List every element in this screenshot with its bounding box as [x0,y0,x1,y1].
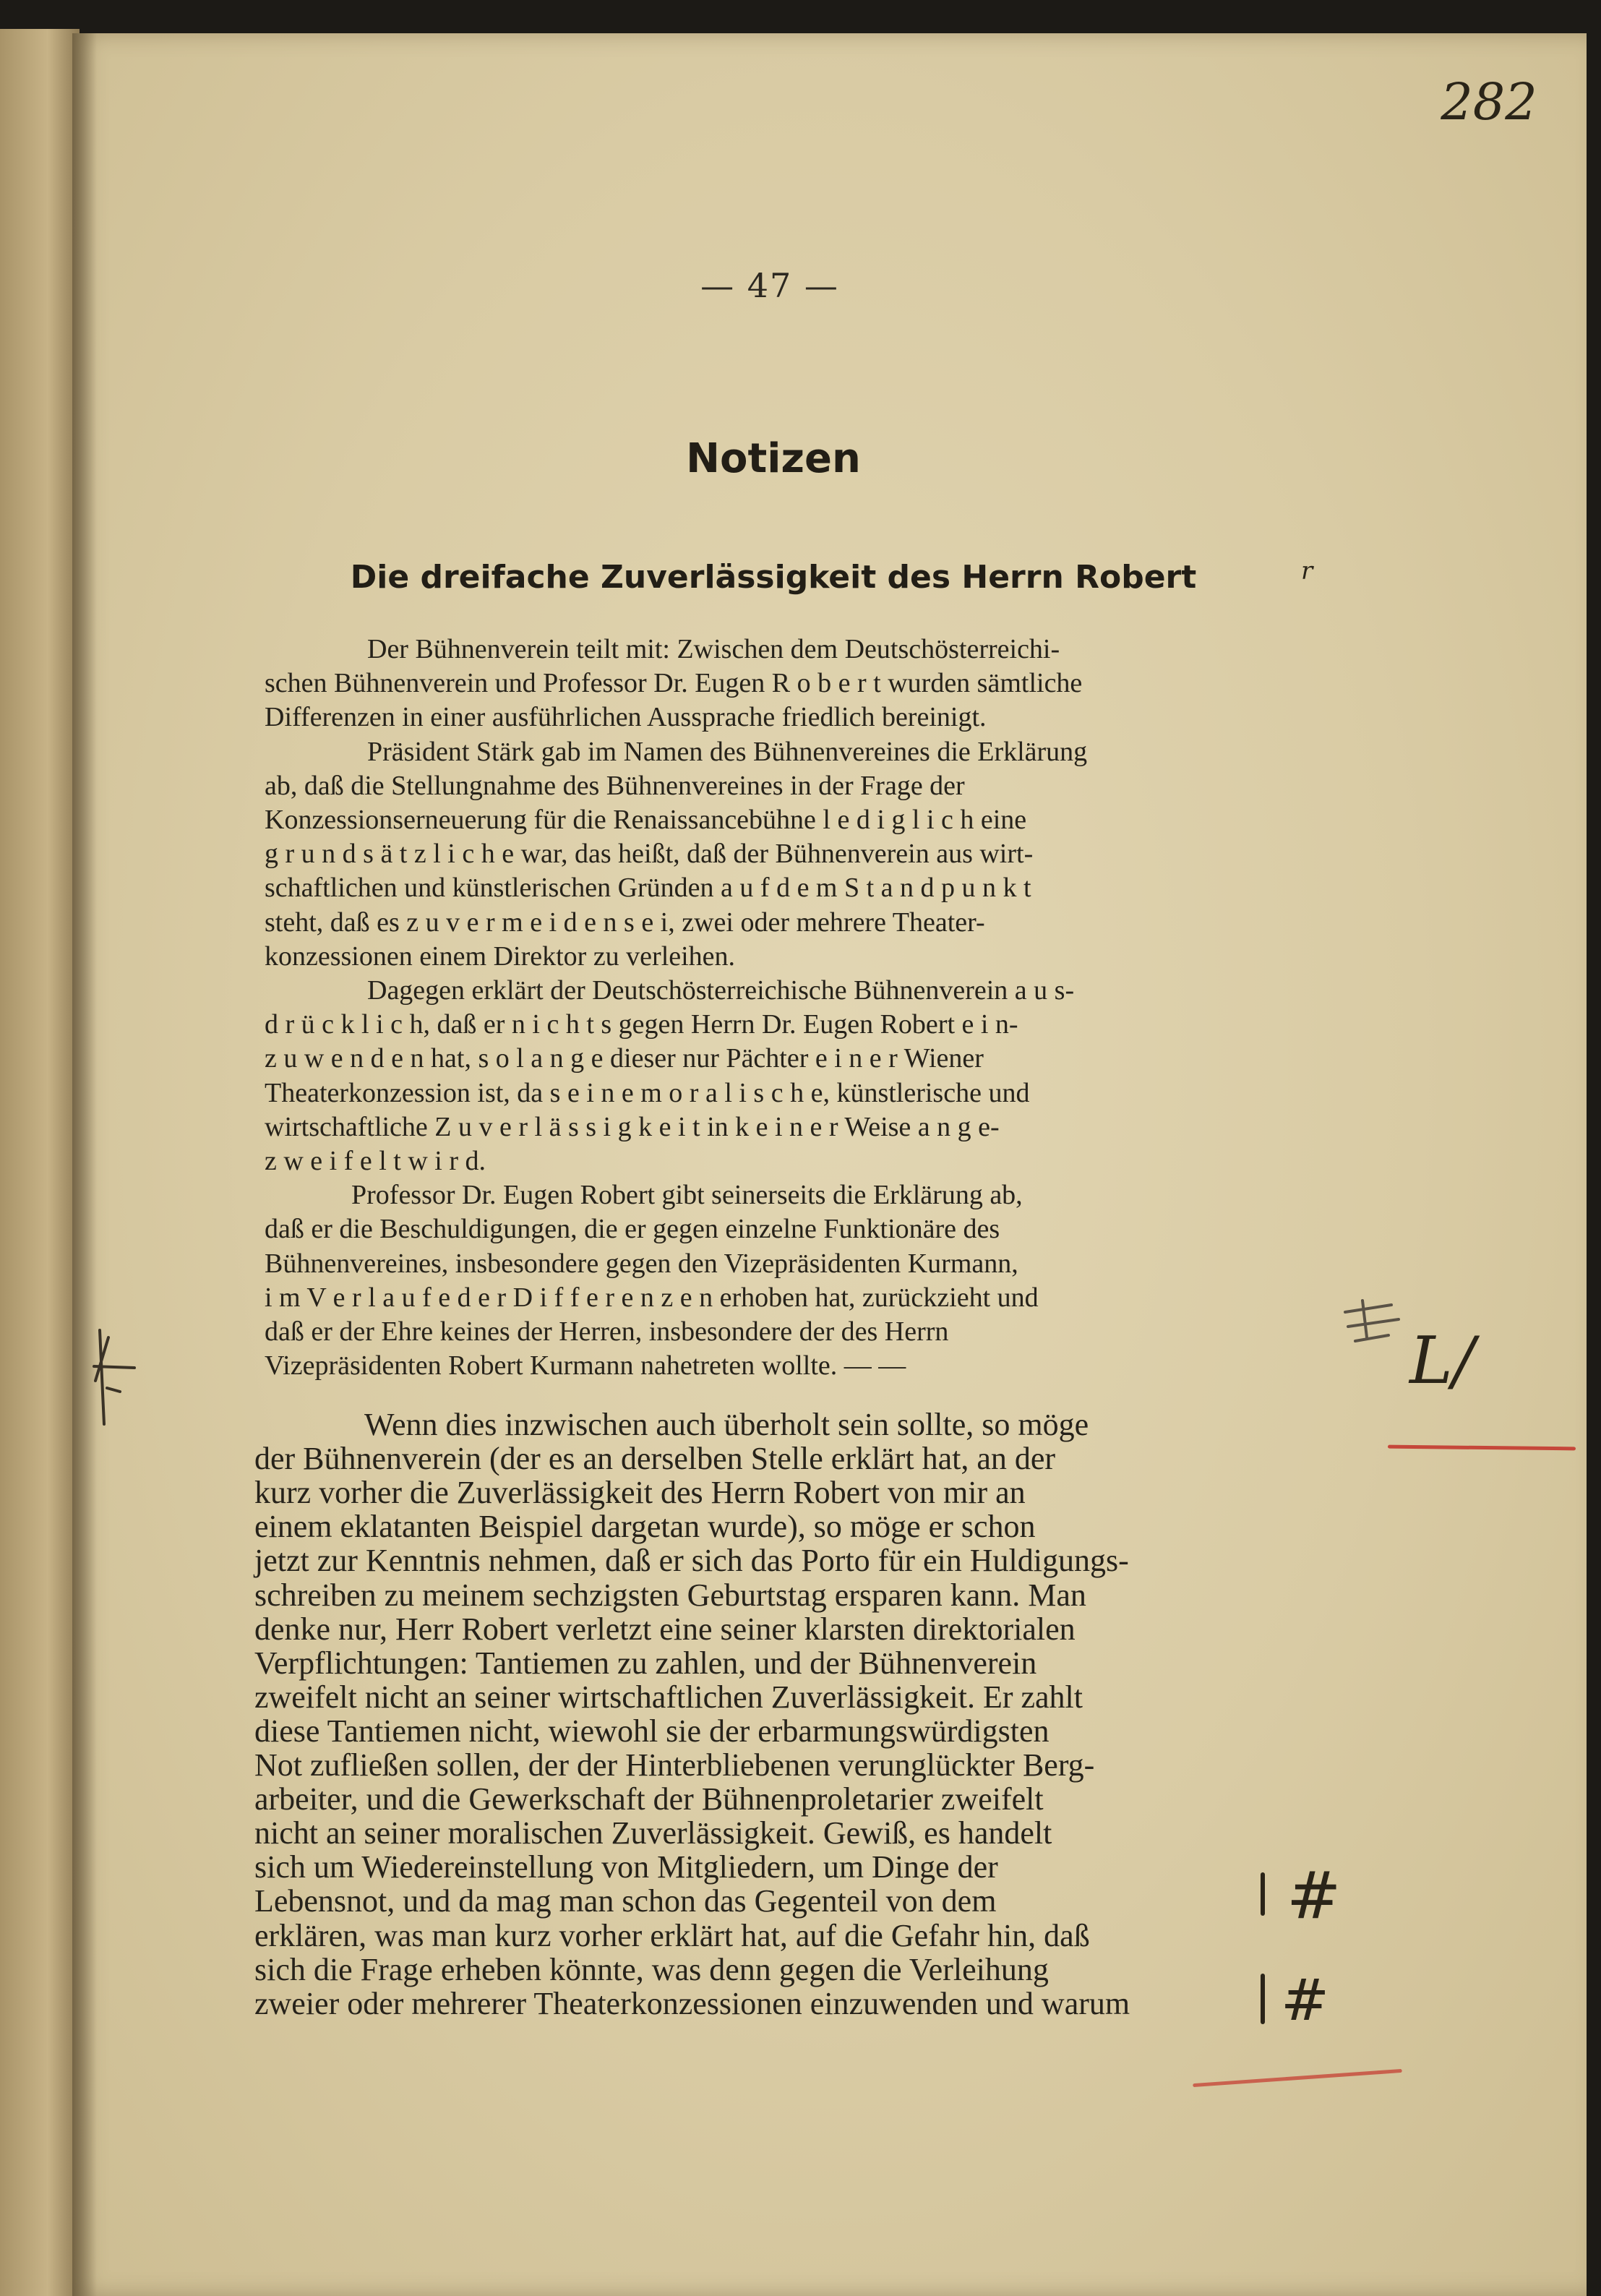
quote-line: Vizepräsidenten Robert Kurmann nahetreten wollte. — — [265,1350,906,1382]
quote-line: schen Bühnenverein und Professor Dr. Eugen R o b e r t wurden sämtliche [265,668,1083,699]
body-line: Lebensnot, und da mag man schon das Gegenteil von dem [254,1883,997,1919]
body-line: sich die Frage erheben könnte, was denn gegen die Verleihung [254,1951,1049,1987]
body-line: Wenn dies inzwischen auch überholt sein sollte, so möge [364,1407,1089,1442]
quote-line: Dagegen erklärt der Deutschösterreichische Bühnenverein a u s- [367,975,1075,1006]
quote-line: i m V e r l a u f e d e r D i f f e r e n z e n erhoben hat, zurückzieht und [265,1282,1039,1313]
body-line: diese Tantiemen nicht, wiewohl sie der erbarmungswürdigsten [254,1713,1050,1749]
body-line: denke nur, Herr Robert verletzt eine seiner klarsten direktorialen [254,1611,1076,1647]
quote-line: Bühnenvereines, insbesondere gegen den Vizepräsidenten Kurmann, [265,1248,1018,1279]
quote-line: steht, daß es z u v e r m e i d e n s e i, zwei oder mehrere Theater- [265,907,985,938]
quote-line: z w e i f e l t w i r d. [265,1146,486,1176]
quote-line: konzessionen einem Direktor zu verleihen. [265,941,736,972]
handwritten-folio-number: 282 [1441,72,1537,132]
article-title: Die dreifache Zuverlässigkeit des Herrn Robert [350,559,1197,596]
quote-line: Differenzen in einer ausführlichen Aussprache friedlich bereinigt. [265,702,987,733]
quote-line: g r u n d s ä t z l i c h e war, das heißt, daß der Bühnenverein aus wirt- [265,839,1034,870]
page-number: — 47 — [700,266,839,305]
quote-line: daß er die Beschuldigungen, die er gegen einzelne Funktionäre des [265,1214,1000,1245]
quote-line: Professor Dr. Eugen Robert gibt seinerseits die Erklärung ab, [351,1180,1023,1211]
quote-line: ab, daß die Stellungnahme des Bühnenvereines in der Frage der [265,770,965,801]
body-line: sich um Wiedereinstellung von Mitgliedern, um Dinge der [254,1849,998,1885]
page-gutter-shadow [72,33,97,2296]
body-line: erklären, was man kurz vorher erklärt hat, auf die Gefahr hin, daß [254,1917,1090,1953]
body-line: schreiben zu meinem sechzigsten Geburtstag ersparen kann. Man [254,1577,1086,1613]
body-line: Verpflichtungen: Tantiemen zu zahlen, und der Bühnenverein [254,1645,1037,1681]
body-line: jetzt zur Kenntnis nehmen, daß er sich das Porto für ein Huldigungs- [254,1543,1129,1579]
quote-line: Der Bühnenverein teilt mit: Zwischen dem Deutschösterreichi- [367,634,1060,664]
body-line: einem eklatanten Beispiel dargetan wurde), so möge er schon [254,1509,1036,1545]
right-margin-scribble-icon [1341,1298,1406,1348]
quote-line: d r ü c k l i c h, daß er n i c h t s gegen Herrn Dr. Eugen Robert e i n- [265,1009,1018,1040]
body-line: arbeiter, und die Gewerkschaft der Bühnenproletarier zweifelt [254,1781,1044,1817]
quote-line: schaftlichen und künstlerischen Gründen a u f d e m S t a n d p u n k t [265,873,1031,904]
quote-line: z u w e n d e n hat, s o l a n g e dieser nur Pächter e i n e r Wiener [265,1043,984,1074]
bracket-mark-2 [1261,1974,1265,2024]
margin-mark-l: L/ [1409,1323,1475,1399]
bracket-mark-1 [1261,1872,1265,1916]
left-margin-scribble-icon [85,1323,136,1431]
previous-page-edge [0,29,80,2296]
body-line: der Bühnenverein (der es an derselben Stelle erklärt hat, an der [254,1441,1056,1477]
quote-line: Theaterkonzession ist, da s e i n e m o r a l i s c h e, künstlerische und [265,1077,1030,1108]
body-line: nicht an seiner moralischen Zuverlässigkeit. Gewiß, es handelt [254,1815,1052,1851]
body-line: zweier oder mehrerer Theaterkonzessionen einzuwenden und warum [254,1985,1130,2021]
body-line: Not zufließen sollen, der der Hinterbliebenen verunglückter Berg- [254,1747,1095,1783]
section-heading: Notizen [686,435,861,482]
quote-line: Präsident Stärk gab im Namen des Bühnenvereines die Erklärung [367,736,1088,767]
body-line: kurz vorher die Zuverlässigkeit des Herrn Robert von mir an [254,1475,1026,1511]
quote-line: Konzessionserneuerung für die Renaissancebühne l e d i g l i c h eine [265,805,1027,835]
quote-line: wirtschaftliche Z u v e r l ä s s i g k e i t in k e i n e r Weise a n g e- [265,1111,1000,1142]
quote-line: daß er der Ehre keines der Herren, insbesondere der des Herrn [265,1316,949,1347]
body-line: zweifelt nicht an seiner wirtschaftlichen Zuverlässigkeit. Er zahlt [254,1679,1083,1715]
margin-mark-r: r [1301,557,1313,586]
hash-mark-2: # [1281,1966,1330,2034]
hash-mark-1: # [1287,1858,1342,1934]
